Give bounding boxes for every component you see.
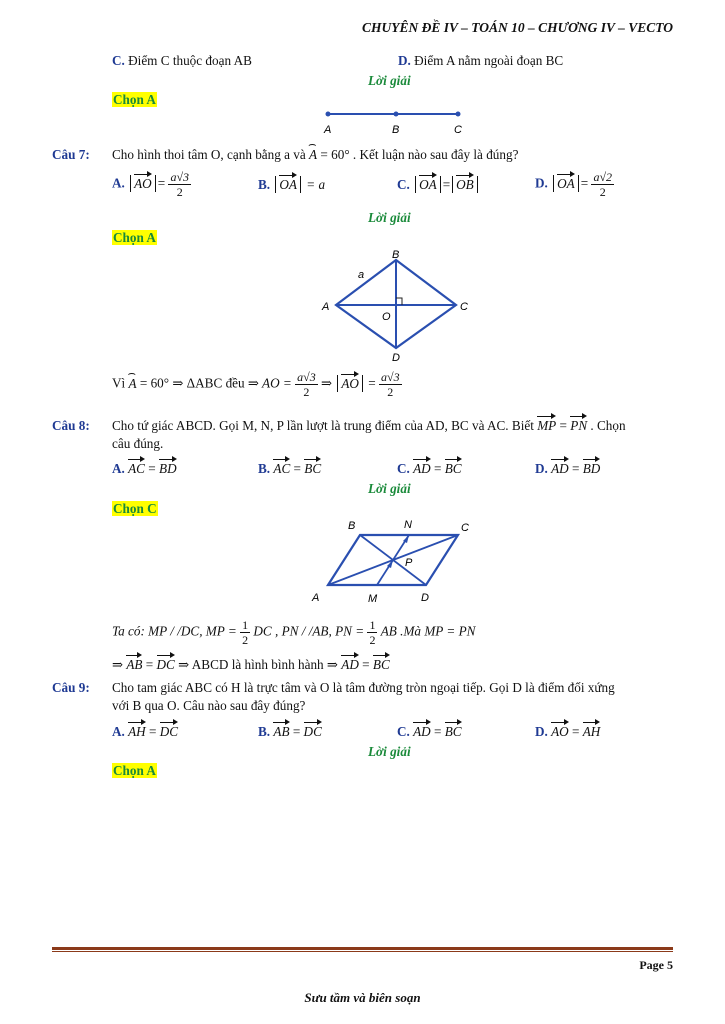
label-b: B bbox=[392, 124, 400, 136]
q9-option-b: B. AB = DC bbox=[258, 724, 322, 739]
q7-option-b: B. OA = a bbox=[258, 177, 326, 192]
q8-stem-line2: câu đúng. bbox=[112, 436, 164, 451]
label-a: A bbox=[324, 124, 332, 136]
label-m: M bbox=[368, 593, 378, 605]
q7-explanation: Vì ⌢ A = 60° ⇒ ΔABC đều ⇒ AO = $\frac{a√3}{2}$ ⇒ AO = $\frac{a√3}{2}$ bbox=[112, 370, 402, 399]
q8-option-d: D. AD = BD bbox=[535, 461, 601, 476]
header-title: CHUYÊN ĐỀ IV – TOÁN 10 – CHƯƠNG IV – VECTO bbox=[361, 20, 673, 35]
q8-choice: Chọn C bbox=[113, 501, 157, 516]
label-p: P bbox=[405, 557, 413, 569]
page-number: Page 5 bbox=[639, 958, 673, 972]
q6-segment-figure bbox=[318, 104, 468, 136]
label-c: C bbox=[460, 301, 468, 313]
point-c bbox=[456, 112, 461, 117]
q9-number: Câu 9: bbox=[52, 680, 90, 695]
label-o: O bbox=[382, 311, 391, 323]
q8-option-a: A. AC = BD bbox=[112, 461, 177, 476]
footer-rule-thin bbox=[52, 951, 673, 952]
q7-rhombus-figure bbox=[316, 248, 476, 366]
q9-option-d: D. AO = AH bbox=[535, 724, 601, 739]
q9-stem-line1: Cho tam giác ABC có H là trực tâm và O là tâm đường tròn ngoại tiếp. Gọi D là điểm đối xứng bbox=[112, 680, 615, 695]
label-d: D bbox=[392, 352, 400, 364]
q8-parallelogram-figure bbox=[310, 515, 480, 607]
q9-stem-line2: với B qua O. Câu nào sau đây đúng? bbox=[112, 698, 306, 713]
label-n: N bbox=[404, 519, 412, 531]
point-a bbox=[326, 112, 331, 117]
q7-option-a: A. AO = $\frac{a√3}{2}$ bbox=[112, 170, 190, 199]
footer-credit: Sưu tầm và biên soạn bbox=[304, 990, 421, 1005]
label-a: A bbox=[312, 592, 320, 604]
q7-option-d: D. OA = $\frac{a√2}{2}$ bbox=[535, 170, 613, 199]
q7-stem: Cho hình thoi tâm O, cạnh bằng a và ⌢ A = 60° . Kết luận nào sau đây là đúng? bbox=[112, 147, 518, 163]
point-b bbox=[394, 112, 399, 117]
label-b: B bbox=[392, 249, 400, 261]
label-c: C bbox=[454, 124, 462, 136]
q8-option-b: B. AC = BC bbox=[258, 461, 322, 476]
label-d: D bbox=[421, 592, 429, 604]
footer-rule-thick bbox=[52, 947, 673, 950]
q8-option-c: C. AD = BC bbox=[397, 461, 462, 476]
q8-explanation-line2: ⇒ AB = DC ⇒ ABCD là hình bình hành ⇒ AD = BC bbox=[112, 657, 390, 672]
q9-option-c: C. AD = BC bbox=[397, 724, 462, 739]
label-a: A bbox=[322, 301, 330, 313]
q6-option-d: D. Điểm A nằm ngoài đoạn BC bbox=[398, 53, 564, 68]
label-a-side: a bbox=[358, 269, 365, 281]
q6-option-c: C. Điểm C thuộc đoạn AB bbox=[112, 53, 252, 68]
q9-solution-label: Lời giải bbox=[368, 744, 411, 759]
q9-option-a: A. AH = DC bbox=[112, 724, 179, 739]
q9-choice: Chọn A bbox=[113, 763, 156, 778]
q8-number: Câu 8: bbox=[52, 418, 90, 433]
label-b: B bbox=[348, 520, 356, 532]
q8-explanation-line1: Ta có: MP / /DC, MP = $\frac{1}{2}$ DC , PN / /AB, PN = $\frac{1}{2}$ AB .Mà MP = PN bbox=[112, 618, 476, 647]
q6-choice: Chọn A bbox=[113, 92, 156, 107]
label-c: C bbox=[461, 522, 469, 534]
q7-solution-label: Lời giải bbox=[368, 210, 411, 225]
q6-solution-label: Lời giải bbox=[368, 73, 411, 88]
q8-stem-line1: Cho tứ giác ABCD. Gọi M, N, P lần lượt là trung điểm của AD, BC và AC. Biết MP = PN . Chọn bbox=[112, 418, 626, 433]
q7-number: Câu 7: bbox=[52, 147, 90, 162]
q8-solution-label: Lời giải bbox=[368, 481, 411, 496]
q7-option-c: C. OA = OB bbox=[397, 177, 480, 193]
q7-choice: Chọn A bbox=[113, 230, 156, 245]
